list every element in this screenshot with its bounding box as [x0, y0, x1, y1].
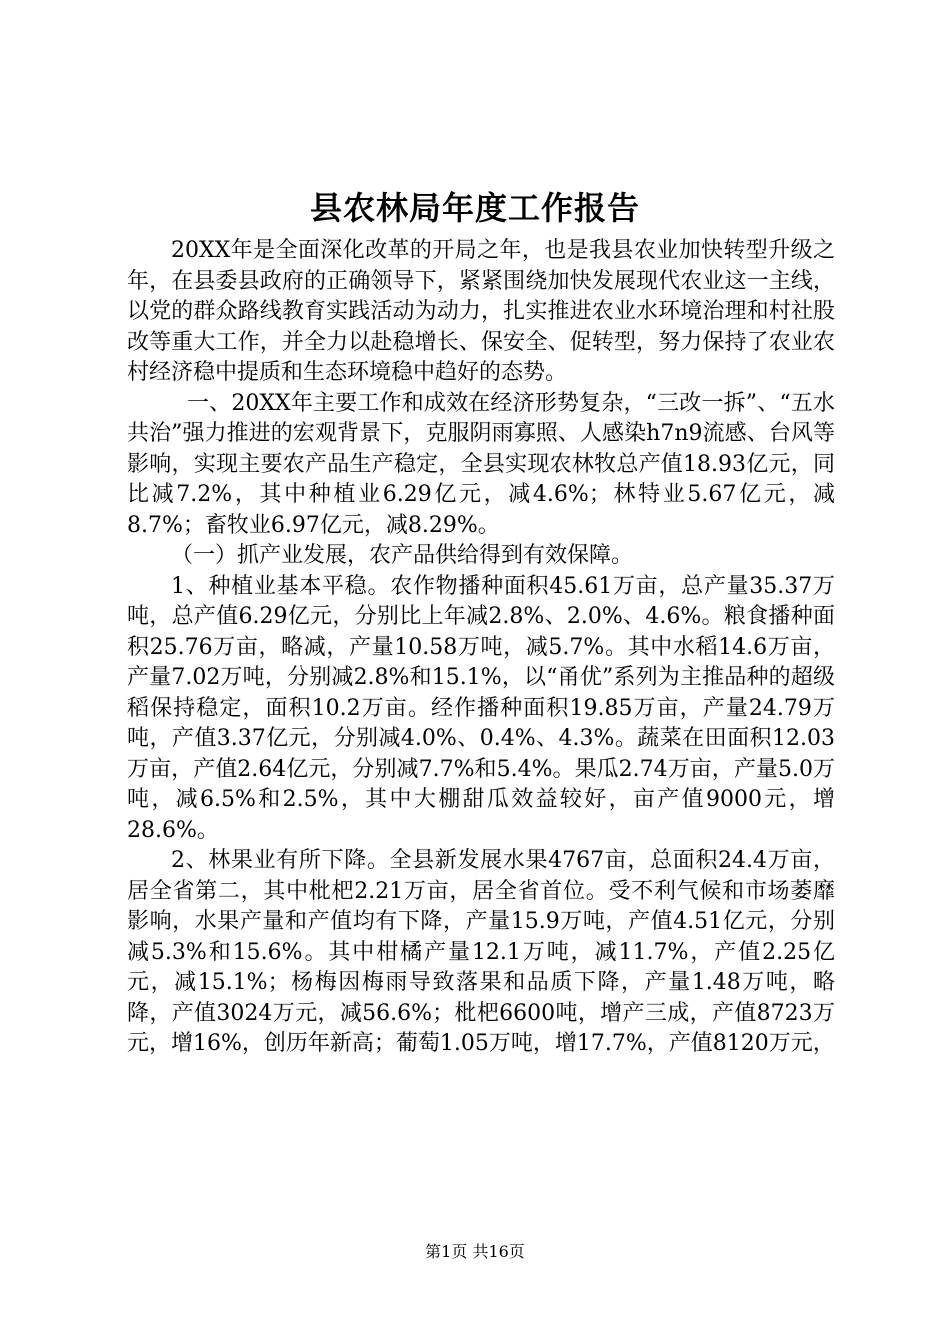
- paragraph-intro: 20XX年是全面深化改革的开局之年，也是我县农业加快转型升级之年，在县委县政府的正确领导下，紧紧围绕加快发展现代农业这一主线，以党的群众路线教育实践活动为动力，扎实推进农业水环境治理和村社股改等重大工作，并全力以赴稳增长、保安全、促转型，努力保持了农业农村经济稳中提质和生态环境稳中趋好的态势。: [127, 238, 835, 385]
- paragraph-planting: 1、种植业基本平稳。农作物播种面积45.61万亩，总产量35.37万吨，总产值6.29亿元，分别比上年减2.8%、2.0%、4.6%。粮食播种面积25.76万亩，略减，产量10.58万吨，减5.7%。其中水稻14.6万亩，产量7.02万吨，分别减2.8%和15.1%，以“甬优”系列为主推品种的超级稻保持稳定，面积10.2万亩。经作播种面积19.85万亩，产量24.79万吨，产值3.37亿元，分别减4.0%、0.4%、4.3%。蔬菜在田面积12.03万亩，产值2.64亿元，分别减7.7%和5.4%。果瓜2.74万亩，产量5.0万吨，减6.5%和2.5%，其中大棚甜瓜效益较好，亩产值9000元，增28.6%。: [127, 573, 835, 843]
- document-body: [127, 236, 835, 1060]
- paragraph-subsection-heading: （一）抓产业发展，农产品供给得到有效保障。: [171, 543, 634, 568]
- page-footer: 第1页 共16页: [425, 1242, 525, 1261]
- document-title: 县农林局年度工作报告: [309, 189, 640, 227]
- paragraph-forestry-fruit: 2、林果业有所下降。全县新发展水果4767亩，总面积24.4万亩，居全省第二，其中枇杷2.21万亩，居全省首位。受不利气候和市场萎靡影响，水果产量和产值均有下降，产量15.9万吨，产值4.51亿元，分别减5.3%和15.6%。其中柑橘产量12.1万吨，减11.7%，产值2.25亿元，减15.1%；杨梅因梅雨导致落果和品质下降，产量1.48万吨，略降，产值3024万元，减56.6%；枇杷6600吨，增产三成，产值8723万元，增16%，创历年新高；葡萄1.05万吨，增17.7%，产值8120万元，: [127, 848, 835, 1056]
- paragraph-section-one: 一、20XX年主要工作和成效在经济形势复杂，“三改一拆”、“五水共治”强力推进的宏观背景下，克服阴雨寡照、人感染h7n9流感、台风等影响，实现主要农产品生产稳定，全县实现农林牧总产值18.93亿元，同比减7.2%，其中种植业6.29亿元，减4.6%；林特业5.67亿元，减8.7%；畜牧业6.97亿元，减8.29%。: [127, 390, 835, 538]
